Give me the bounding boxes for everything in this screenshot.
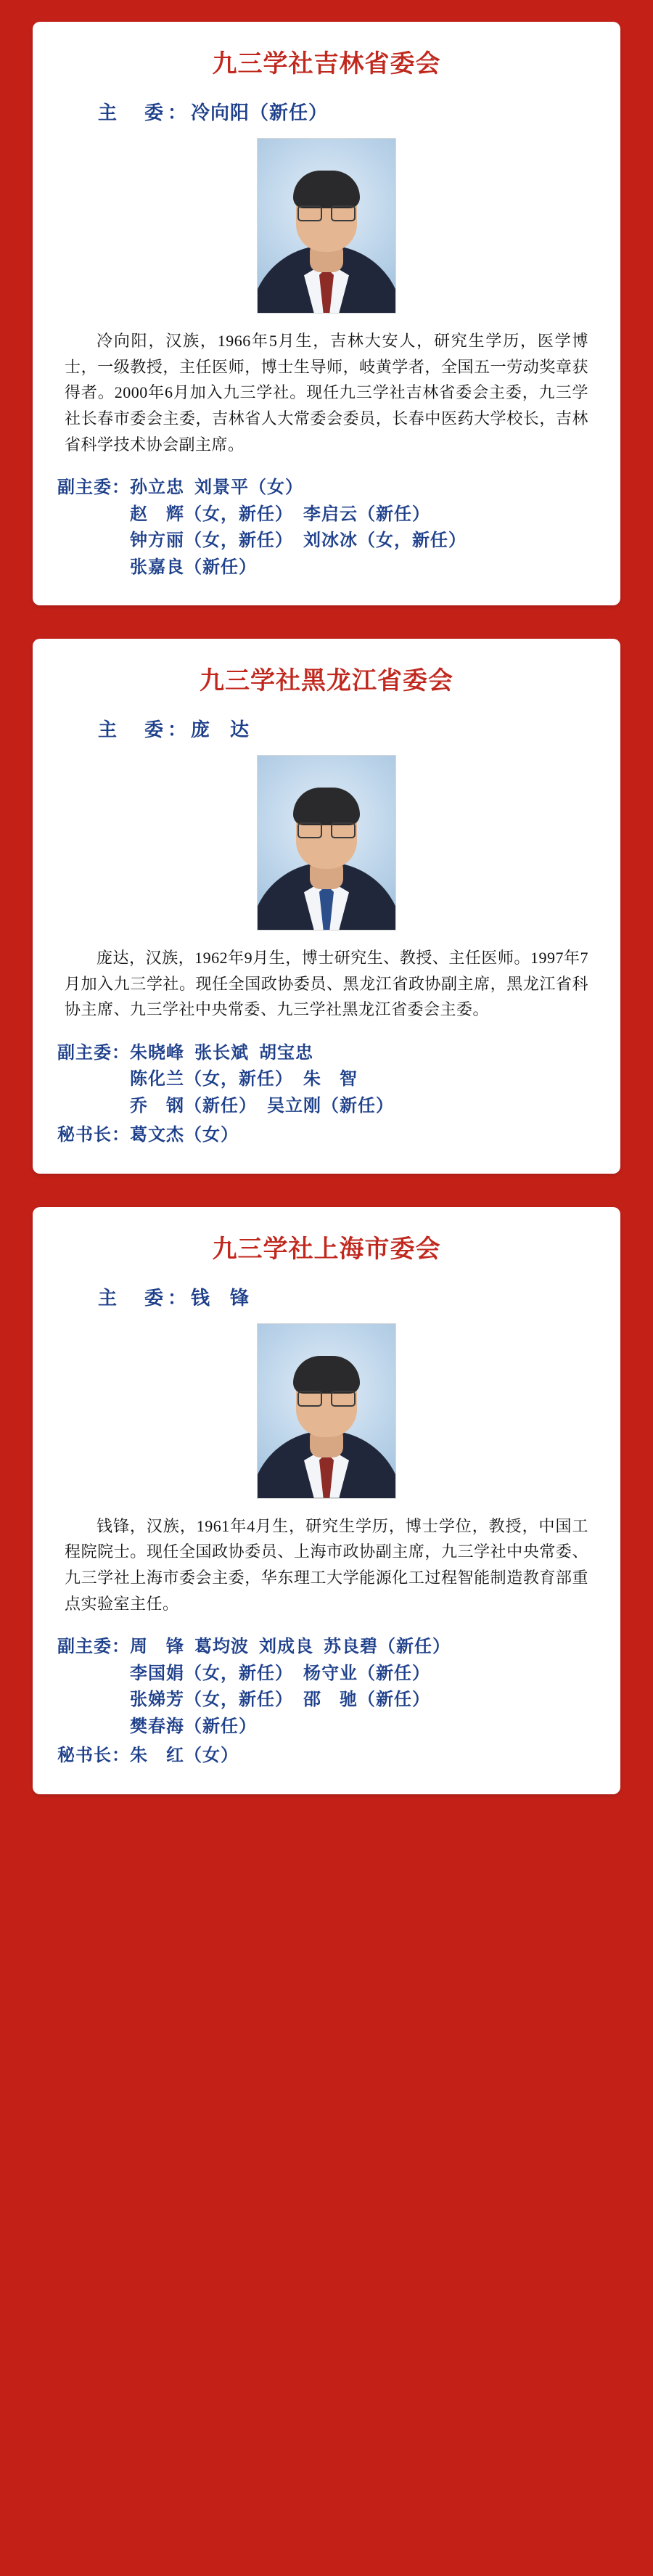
portrait-leng-xiangyang	[257, 138, 396, 314]
province-card	[33, 639, 620, 1174]
province-card	[33, 22, 620, 605]
vice-chair-values	[130, 1634, 596, 1740]
portrait-hair	[293, 1356, 360, 1394]
secretary-general-label: 秘书长：	[57, 1126, 130, 1145]
portrait-wrap	[57, 138, 596, 314]
secretary-general-field	[57, 1743, 596, 1769]
vice-chair-line: 李国娟（女，新任） 杨守业（新任）	[130, 1664, 430, 1683]
vice-chair-label: 副主委：	[57, 1637, 130, 1657]
vice-chair-line: 陈化兰（女，新任） 朱 智	[130, 1070, 358, 1089]
portrait-glasses	[296, 1391, 357, 1405]
secretary-general-values	[130, 1122, 596, 1148]
vice-chair-line: 朱晓峰 张长斌 胡宝忠	[130, 1043, 313, 1063]
chair-name: 庞 达	[191, 719, 250, 740]
vice-chair-line: 赵 辉（女，新任） 李启云（新任）	[130, 504, 430, 524]
portrait-glasses	[296, 205, 357, 220]
card-title: 九三学社黑龙江省委会	[200, 668, 453, 695]
chair-name: 冷向阳（新任）	[191, 102, 329, 123]
vice-chair-line: 孙立忠 刘景平（女）	[130, 478, 303, 498]
vice-chair-line: 樊春海（新任）	[130, 1717, 257, 1736]
biography-text: 钱锋，汉族，1961年4月生，研究生学历，博士学位，教授，中国工程院院士。现任全国政协委员、上海市政协副主席，九三学社中央常委、九三学社上海市委会主委，华东理工大学能源化工过程智能制造教育部重点实验室主任。	[65, 1516, 588, 1613]
portrait-glasses	[296, 822, 357, 837]
vice-chair-label: 副主委：	[57, 1043, 130, 1063]
biography-text: 庞达，汉族，1962年9月生，博士研究生、教授、主任医师。1997年7月加入九三学社。现任全国政协委员、黑龙江省政协副主席，黑龙江省科协主席、九三学社中央常委、九三学社黑龙江省委会主委。	[65, 949, 588, 1019]
province-card	[33, 1207, 620, 1794]
chair-line	[57, 715, 596, 742]
portrait-hair	[293, 788, 360, 825]
vice-chair-line: 钟方丽（女，新任） 刘冰冰（女，新任）	[130, 531, 467, 551]
card-title: 九三学社吉林省委会	[212, 51, 441, 78]
secretary-general-values	[130, 1743, 596, 1769]
portrait-pang-da	[257, 755, 396, 931]
chair-name: 钱 锋	[191, 1287, 250, 1309]
portrait-qian-feng	[257, 1323, 396, 1499]
card-title: 九三学社上海市委会	[212, 1235, 441, 1263]
vice-chair-line: 张娣芳（女，新任） 邵 驰（新任）	[130, 1690, 430, 1710]
vice-chair-field	[57, 1040, 596, 1119]
vice-chair-values	[130, 1040, 596, 1119]
portrait-hair	[293, 171, 360, 208]
chair-label: 主 委：	[98, 719, 192, 740]
chair-line	[57, 1283, 596, 1310]
portrait-wrap	[57, 1323, 596, 1499]
secretary-general-field	[57, 1122, 596, 1148]
vice-chair-line: 张嘉良（新任）	[130, 557, 257, 577]
chair-label: 主 委：	[98, 1287, 192, 1309]
vice-chair-values	[130, 475, 596, 581]
secretary-general-line: 葛文杰（女）	[130, 1126, 239, 1145]
secretary-general-label: 秘书长：	[57, 1746, 130, 1766]
secretary-general-line: 朱 红（女）	[130, 1746, 239, 1766]
vice-chair-line: 乔 钢（新任） 吴立刚（新任）	[130, 1096, 394, 1116]
chair-label: 主 委：	[98, 102, 192, 123]
vice-chair-field	[57, 475, 596, 581]
vice-chair-line: 周 锋 葛均波 刘成良 苏良碧（新任）	[130, 1637, 451, 1657]
vice-chair-field	[57, 1634, 596, 1740]
vice-chair-label: 副主委：	[57, 478, 130, 498]
portrait-wrap	[57, 755, 596, 931]
biography-text: 冷向阳，汉族，1966年5月生，吉林大安人，研究生学历，医学博士，一级教授，主任医师，博士生导师，岐黄学者，全国五一劳动奖章获得者。2000年6月加入九三学社。现任九三学社吉林省委会主委，九三学社长春市委会主委，吉林省人大常委会委员，长春中医药大学校长，吉林省科学技术协会副主席。	[65, 332, 588, 454]
chair-line	[57, 98, 596, 125]
